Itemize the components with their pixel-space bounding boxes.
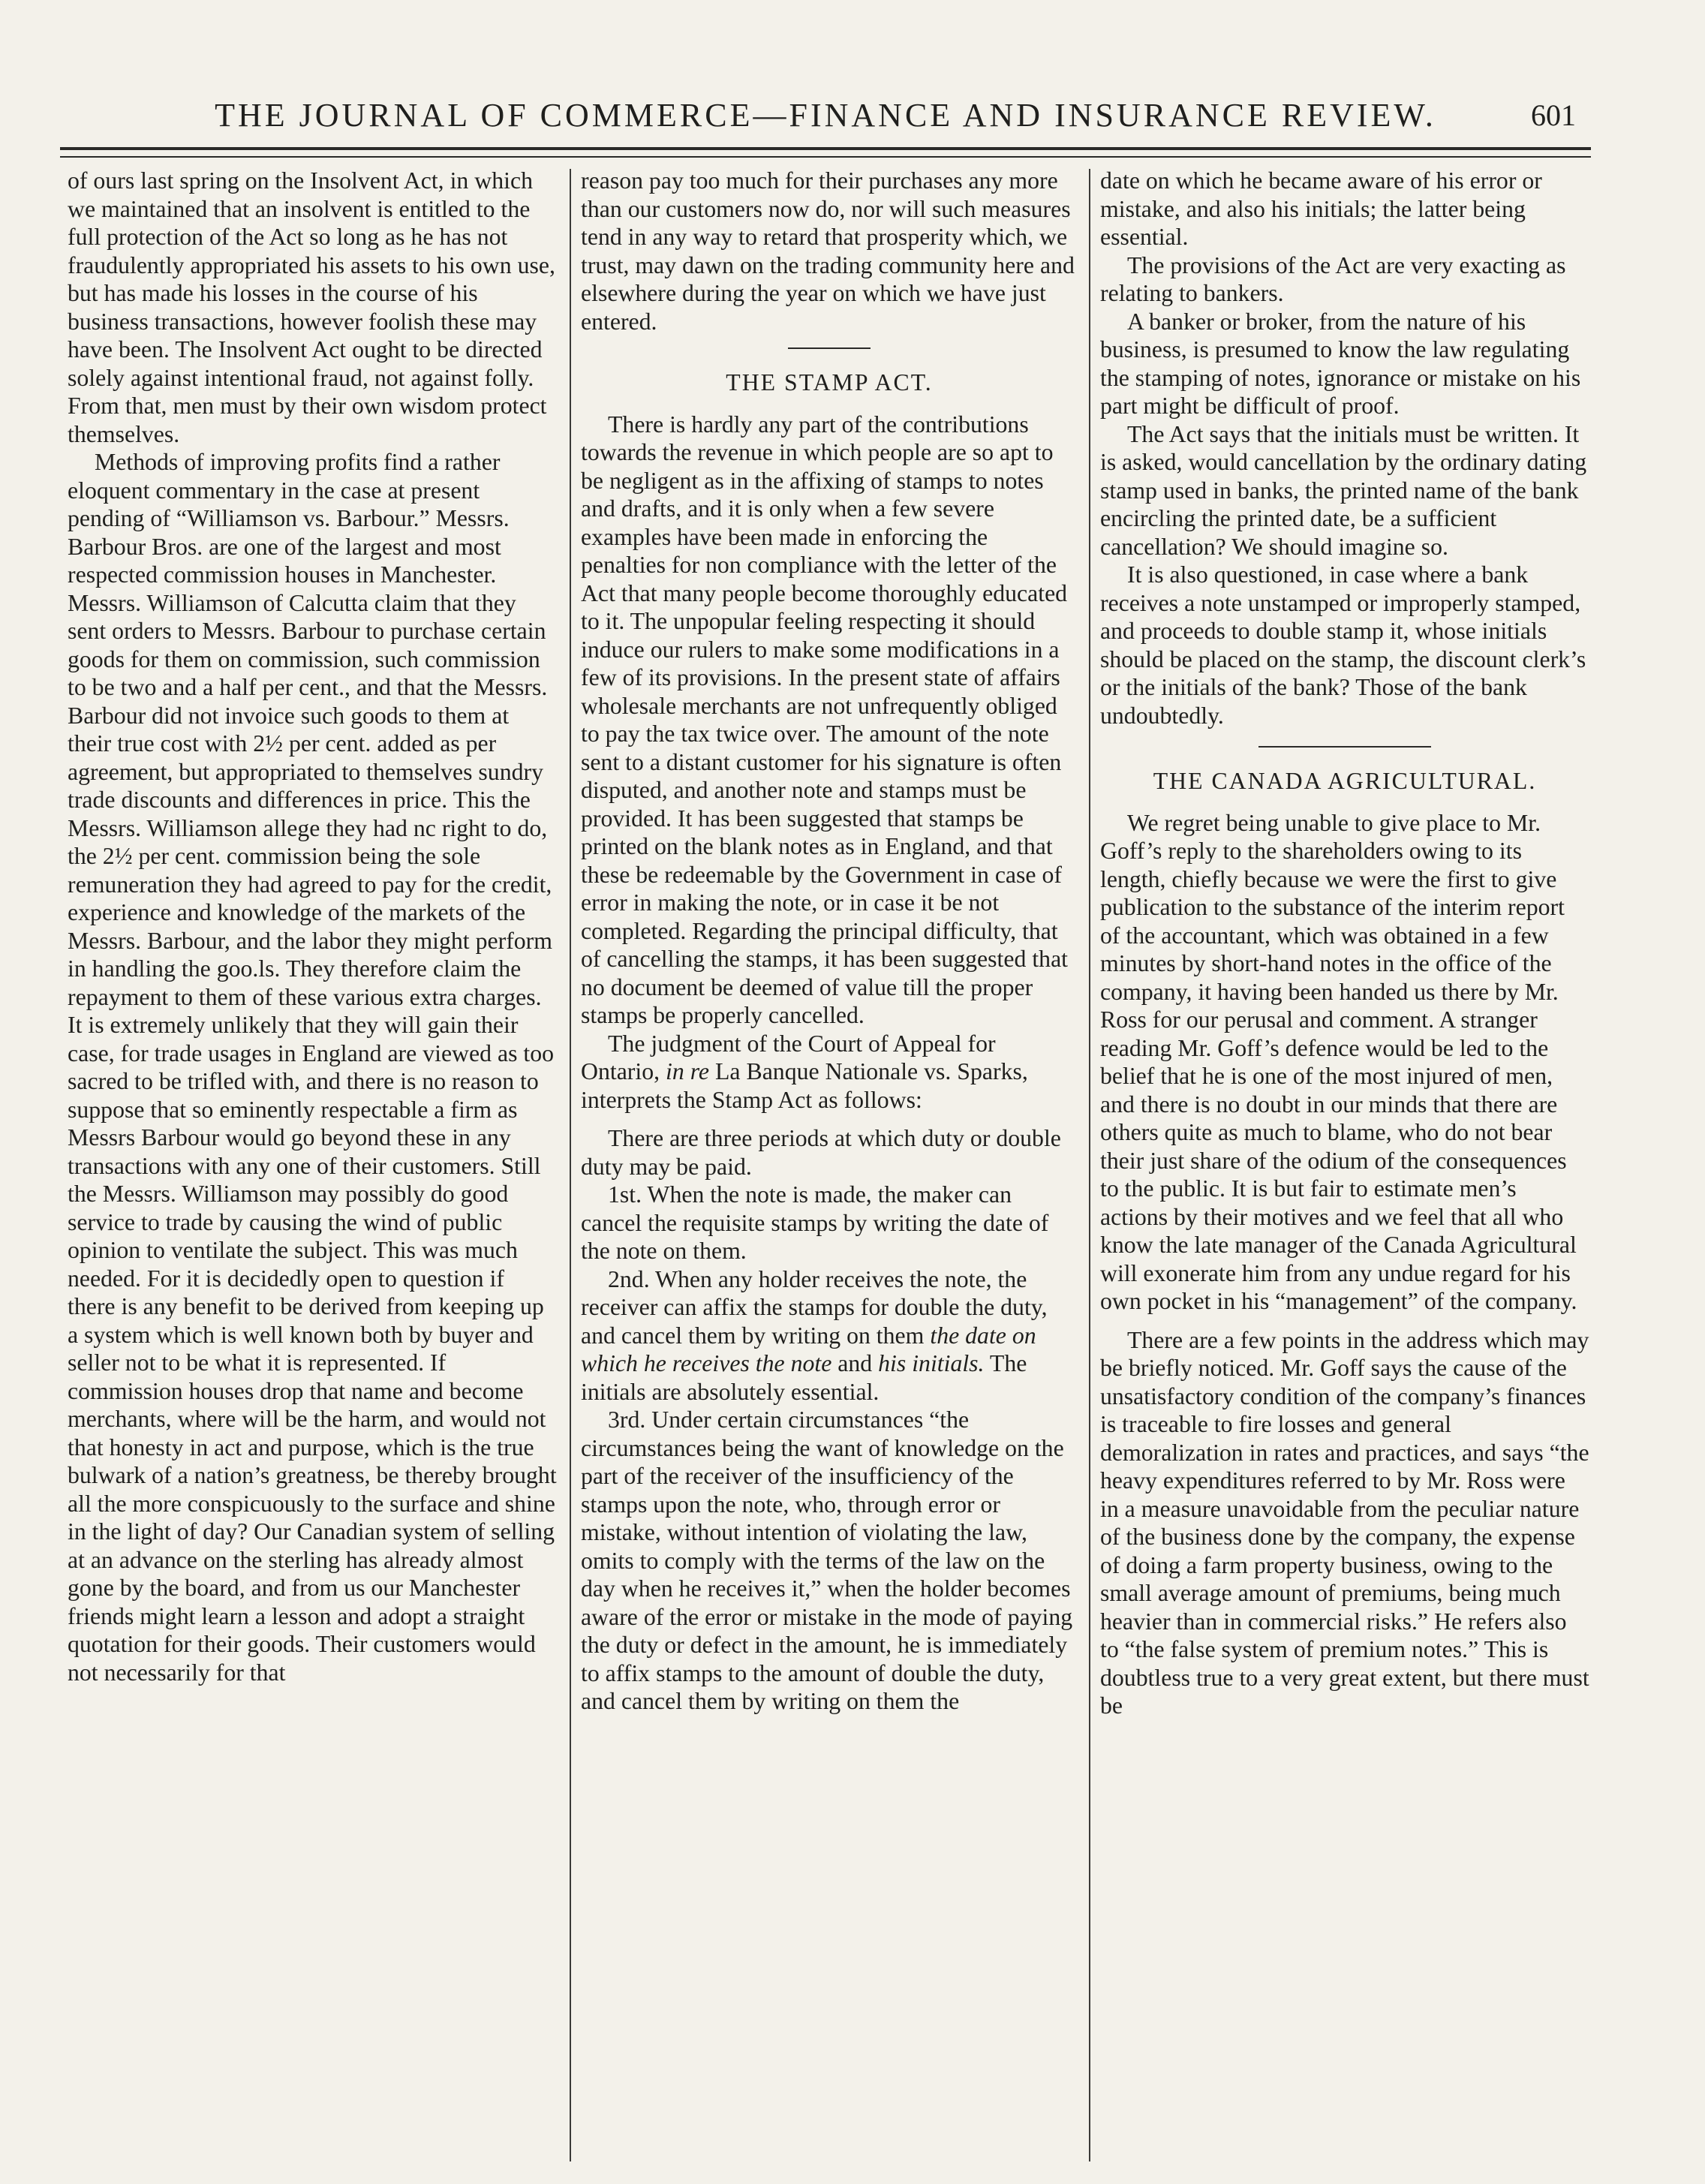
journal-title: THE JOURNAL OF COMMERCE—FINANCE AND INSURANCE REVIEW. xyxy=(215,97,1436,134)
col2-paragraph-5: 1st. When the note is made, the maker can cancel the requisite stamps by writing the date of the note on them. xyxy=(581,1181,1049,1264)
col2-paragraph-3 xyxy=(581,1030,1078,1115)
column-2 xyxy=(581,167,1078,2170)
header-rule-thick xyxy=(60,147,1591,150)
col1-paragraph-2: Methods of improving profits find a rather eloquent commentary in the case at present pending of “Williamson vs. Barbour.” Messrs. Barbour Bros. are one of the largest and most respected commission houses in Manchester. Messrs. Williamson of Calcutta claim that they sent orders to Messrs. Barbour to purchase certain goods for them on commission, such commission to be two and a half per cent., and that the Messrs. Barbour did not invoice such goods to them at their true cost with 2½ per cent. added as per agreement, but appropriated to themselves sundry trade discounts and differences in price. This the Messrs. Williamson allege they had nc right to do, the 2½ per cent. commission being the sole remuneration they had agreed to pay for the credit, experience and knowledge of the markets of the Messrs. Barbour, and the labor they might perform in handling the goo.ls. They therefore claim the repayment to them of these various extra charges. It is extremely unlikely that they will gain their case, for trade usages in England are viewed as too sacred to be trifled with, and there is no reason to suppose that so eminently respectable a firm as Messrs Barbour would go beyond these in any transactions with any one of their customers. Still the Messrs. Williamson may possibly do good service to trade by causing the wind of public opinion to ventilate the subject. This was much needed. For it is decidedly open to question if there is any benefit to be derived from keeping up a system which is well known both by buyer and seller not to be what it is represented. If commission houses drop that name and become merchants, where will be the harm, and would not that honesty in act and purpose, which is the true bulwark of a nation’s greatness, be thereby brought all the more conspicuously to the surface and shine in the light of day? Our Canadian system of selling at an advance on the sterling has already almost gone by the board, and from us our Manchester friends might learn a lesson and adopt a straight quotation for their goods. Their customers would not necessarily for that xyxy=(68,449,557,1686)
col2-p3-text-b: La Banque Nationale vs. Sparks, interprets the Stamp Act as follows: xyxy=(581,1058,1028,1113)
col2-p6-italic-initials: his initials. xyxy=(878,1350,985,1376)
column-3 xyxy=(1100,167,1589,2170)
column-1 xyxy=(68,167,557,2170)
col2-p6-text-a: 2nd. When any holder receives the note, the receiver can affix the stamps for double the duty, and cancel them by writing on them xyxy=(581,1265,1048,1349)
page-number: 601 xyxy=(1531,98,1576,132)
col2-paragraph-2: There is hardly any part of the contributions towards the revenue in which people are so apt to be negligent as in the affixing of stamps to notes and drafts, and it is only when a few severe examples have been made in enforcing the penalties for non compliance with the letter of the Act that many people become thoroughly educated to it. The unpopular feeling respecting it should induce our rulers to make some modifications in a few of its provisions. In the present state of affairs wholesale merchants are not unfrequently obliged to pay the tax twice over. The amount of the note sent to a distant customer for his signature is often disputed, and another note and stamps must be provided. It has been suggested that stamps be printed on the blank notes as in England, and that these be redeemable by the Government in case of error in making the note, or in case it be not completed. Regarding the principal difficulty, that of cancelling the stamps, it has been suggested that no document be deemed of value till the proper stamps be properly cancelled. xyxy=(581,411,1069,1028)
col2-paragraph-4: There are three periods at which duty or double duty may be paid. xyxy=(581,1125,1061,1180)
col3-paragraph-6: We regret being unable to give place to Mr. Goff’s reply to the shareholders owing to its length, chiefly because we were the first to give publication to the substance of the interim report of the accountant, which was obtained in a few minutes by short-hand notes in the office of the company, it having been handed us there by Mr. Ross for our perusal and comment. A stranger reading Mr. Goff’s defence would be led to the belief that he is one of the most injured of men, and there is no doubt in our minds that there are others quite as much to blame, who do not bear their just share of the odium of the consequences to the public. It is but fair to estimate men’s actions by their motives and we feel that all who know the late manager of the Canada Agricultural will exonerate him from any undue regard for his own pocket in his “management” of the company. xyxy=(1100,809,1577,1314)
col2-paragraph-7: 3rd. Under certain circumstances “the circumstances being the want of knowledge on the part of the receiver of the insufficiency of the stamps upon the note, who, through error or mistake, without intention of violating the law, omits to comply with the terms of the law on the day when he receives it,” when the holder becomes aware of the error or mistake in the mode of paying the duty or defect in the amount, he is immediately to affix stamps to the amount of double the duty, and cancel them by writing on them the xyxy=(581,1406,1073,1714)
col2-p6-and: and xyxy=(837,1350,873,1376)
col3-paragraph-2: The provisions of the Act are very exacting as relating to bankers. xyxy=(1100,251,1566,306)
col2-p6-italic-date: the date on which he receives the note xyxy=(581,1322,1036,1376)
page-header xyxy=(60,96,1591,141)
col2-paragraph-1: reason pay too much for their purchases any more than our customers now do, nor will such measures tend in any way to retard that prosperity which, we trust, may dawn on the trading community here and elsewhere during the year on which we have just entered. xyxy=(581,167,1075,335)
col2-paragraph-6 xyxy=(581,1265,1078,1406)
col3-paragraph-5: It is also questioned, in case where a bank receives a note unstamped or improperly stamped, and proceeds to double stamp it, whose initials should be placed on the stamp, the discount clerk’s or the initials of the bank? Those of the bank undoubtedly. xyxy=(1100,561,1586,729)
col2-p3-in-re: in re xyxy=(666,1058,710,1084)
col2-p3-text-a: The judgment of the Court of Appeal for Ontario, xyxy=(581,1030,996,1084)
column-divider-1 xyxy=(570,169,571,2161)
col1-paragraph-1: of ours last spring on the Insolvent Act, in which we maintained that an insolvent is entitled to the full protection of the Act so long as he has not fraudulently appropriated his assets to his own use, but has made his losses in the course of his business transactions, however foolish these may have been. The Insolvent Act ought to be directed solely against intentional fraud, not against folly. From that, men must by their own wisdom protect themselves. xyxy=(68,167,555,447)
column-divider-2 xyxy=(1089,169,1090,2161)
header-rule-thin xyxy=(60,156,1591,158)
section-title-canada-agricultural: THE CANADA AGRICULTURAL. xyxy=(1153,768,1537,794)
col3-paragraph-3: A banker or broker, from the nature of his business, is presumed to know the law regulating the stamping of notes, ignorance or mistake on his part might be difficult of proof. xyxy=(1100,308,1581,419)
section-divider xyxy=(788,347,871,349)
col3-paragraph-4: The Act says that the initials must be written. It is asked, would cancellation by the ordinary dating stamp used in banks, the printed name of the bank encircling the printed date, be a sufficient cancellation? We should imagine so. xyxy=(1100,420,1587,560)
section-title-stamp-act: THE STAMP ACT. xyxy=(726,369,933,396)
section-divider-2 xyxy=(1258,746,1431,748)
col3-paragraph-1: date on which he became aware of his error or mistake, and also his initials; the latter being essential. xyxy=(1100,167,1542,250)
col2-p6-text-b: The initials are absolutely essential. xyxy=(581,1350,1027,1405)
col3-paragraph-7: There are a few points in the address which may be briefly noticed. Mr. Goff says the cause of the unsatisfactory condition of the company’s finances is traceable to fire losses and general demoralization in rates and practices, and says “the heavy expenditures referred to by Mr. Ross were in a measure unavoidable from the peculiar nature of the business done by the company, the expense of doing a farm property business, owing to the small average amount of premiums, being much heavier than in commercial risks.” He refers also to “the false system of premium notes.” This is doubtless true to a very great extent, but there must be xyxy=(1100,1326,1589,1719)
